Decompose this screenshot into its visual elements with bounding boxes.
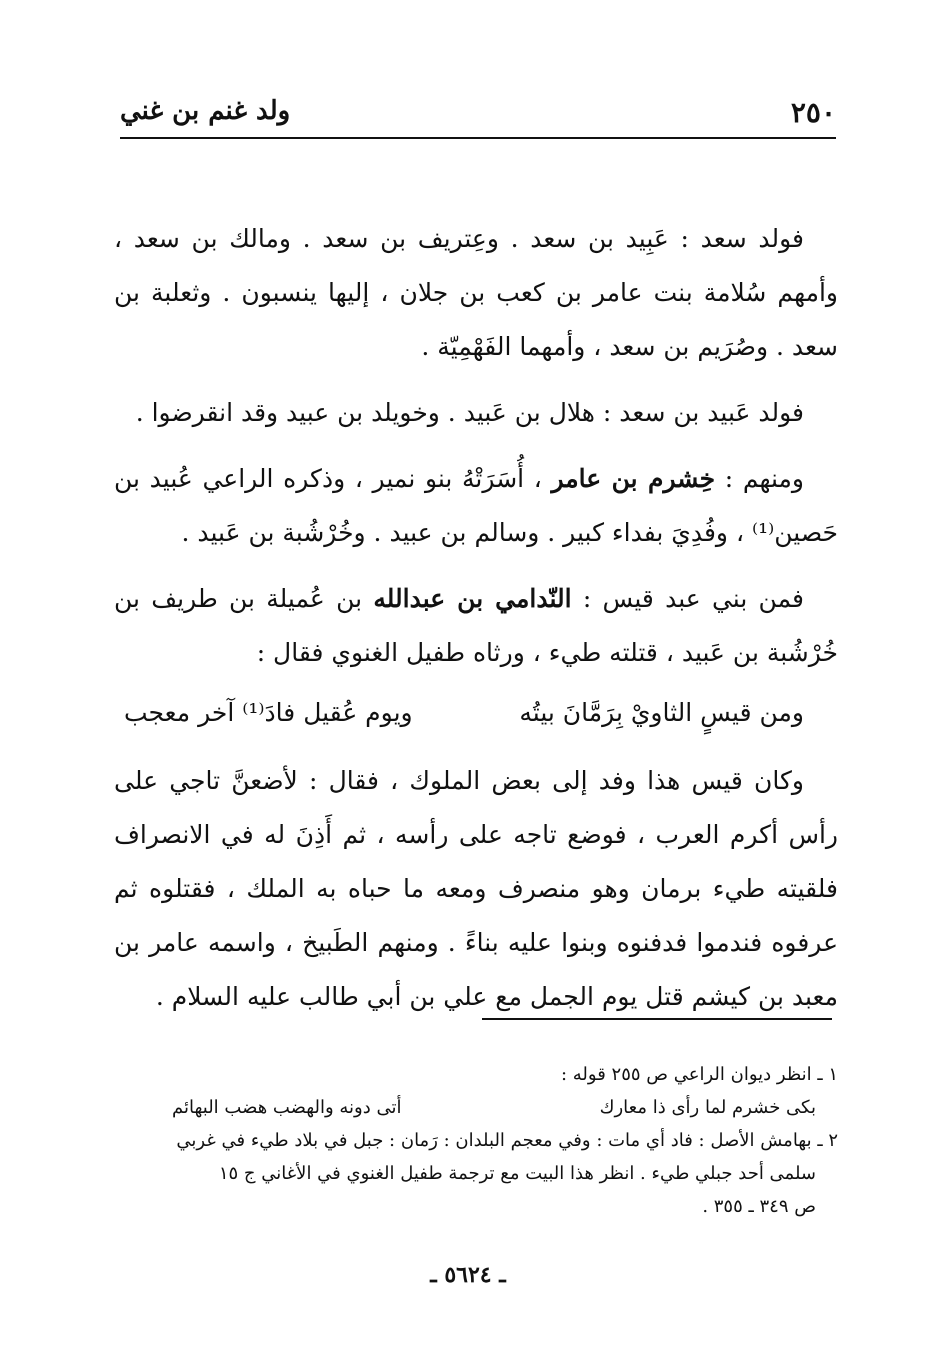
footnotes [112, 1058, 838, 1223]
body-text [114, 212, 838, 1036]
chapter-title: ولد غنم بن غني [120, 96, 291, 126]
paragraph-4-name: النّدامي بن عبدالله [373, 584, 572, 613]
footnote-rule [482, 1018, 832, 1020]
footnote-verse-second-hemistich: أتى دونه والهضب هضب البهائم [172, 1097, 402, 1118]
paragraph-3-rest: ، أُسَرَتْهُ بنو نمير ، وذكره الراعي عُبيد بن حَصين⁽¹⁾ ، وفُدِيَ بفداء كبير . وسالم بن عبيد . وخُرْشُبة بن عَبيد . [114, 464, 838, 547]
footnote-2-continuation-1: سلمى أحد جبلي طيء . انظر هذا البيت مع ترجمة طفيل الغنوي في الأغاني ج ١٥ [218, 1163, 816, 1184]
poem-verse [114, 686, 838, 740]
verse-first-hemistich: ومن قيسٍ الثاويْ بِرَمَّانَ بيتُه [519, 698, 804, 727]
footnote-1-verse [112, 1091, 838, 1124]
paragraph-4-rest: بن عُميلة بن طريف بن خُرْشُبة بن عَبيد ، قتلته طيء ، ورثاه طفيل الغنوي فقال : [114, 584, 838, 667]
header-rule [120, 137, 836, 139]
paragraph-5: وكان قيس هذا وفد إلى بعض الملوك ، فقال : لأضعنَّ تاجي على رأس أكرم العرب ، فوضع تاجه على رأسه ، ثم أَذِنَ له في الانصراف فلقيته طيء برمان وهو منصرف ومعه ما حباه به الملك ، فقتلوه ثم عرفوه فندموا فدفنوه وبنوا عليه بناءً . ومنهم الطَبيخ ، واسمه عامر بن معبد بن كيشم قتل يوم الجمل مع علي بن أبي طالب عليه السلام . [114, 766, 838, 1011]
footnote-2-continuation-2: ص ٣٤٩ ـ ٣٥٥ . [702, 1196, 816, 1217]
footnote-verse-first-hemistich: بكى خشرم لما رأى ذا معارك [599, 1097, 816, 1118]
paragraph-3 [114, 452, 838, 560]
page-number-top: ٢٥٠ [790, 96, 836, 129]
paragraph-2: فولد عَبيد بن سعد : هلال بن عَبيد . وخويلد بن عبيد وقد انقرضوا . [135, 398, 804, 427]
paragraph-3-name: خِشرم بن عامر [551, 464, 716, 493]
paragraph-4-start: فمن بني عبد قيس : [582, 584, 804, 613]
footnote-1: ١ ـ انظر ديوان الراعي ص ٢٥٥ قوله : [560, 1064, 838, 1085]
footnote-2: ٢ ـ بهامش الأصل : فاد أي مات : وفي معجم البلدان : رَمان : جبل في بلاد طيء في غربي [176, 1130, 838, 1151]
running-header [120, 96, 836, 136]
paragraph-3-start: ومنهم : [724, 464, 804, 493]
verse-second-hemistich: ويوم عُقيل فادَ⁽¹⁾ آخر معجب [124, 698, 413, 727]
paragraph-1: فولد سعد : عَبِيد بن سعد . وعِتريف بن سعد . ومالك بن سعد ، وأمهم سُلامة بنت عامر بن كعب بن جلان ، إليها ينسبون . وثعلبة بن سعد . وصُرَيم بن سعد ، وأمهما الفَهْمِيّة . [114, 224, 838, 361]
page-number-bottom: ـ ٥٦٢٤ ـ [430, 1262, 506, 1288]
paragraph-4 [114, 572, 838, 680]
